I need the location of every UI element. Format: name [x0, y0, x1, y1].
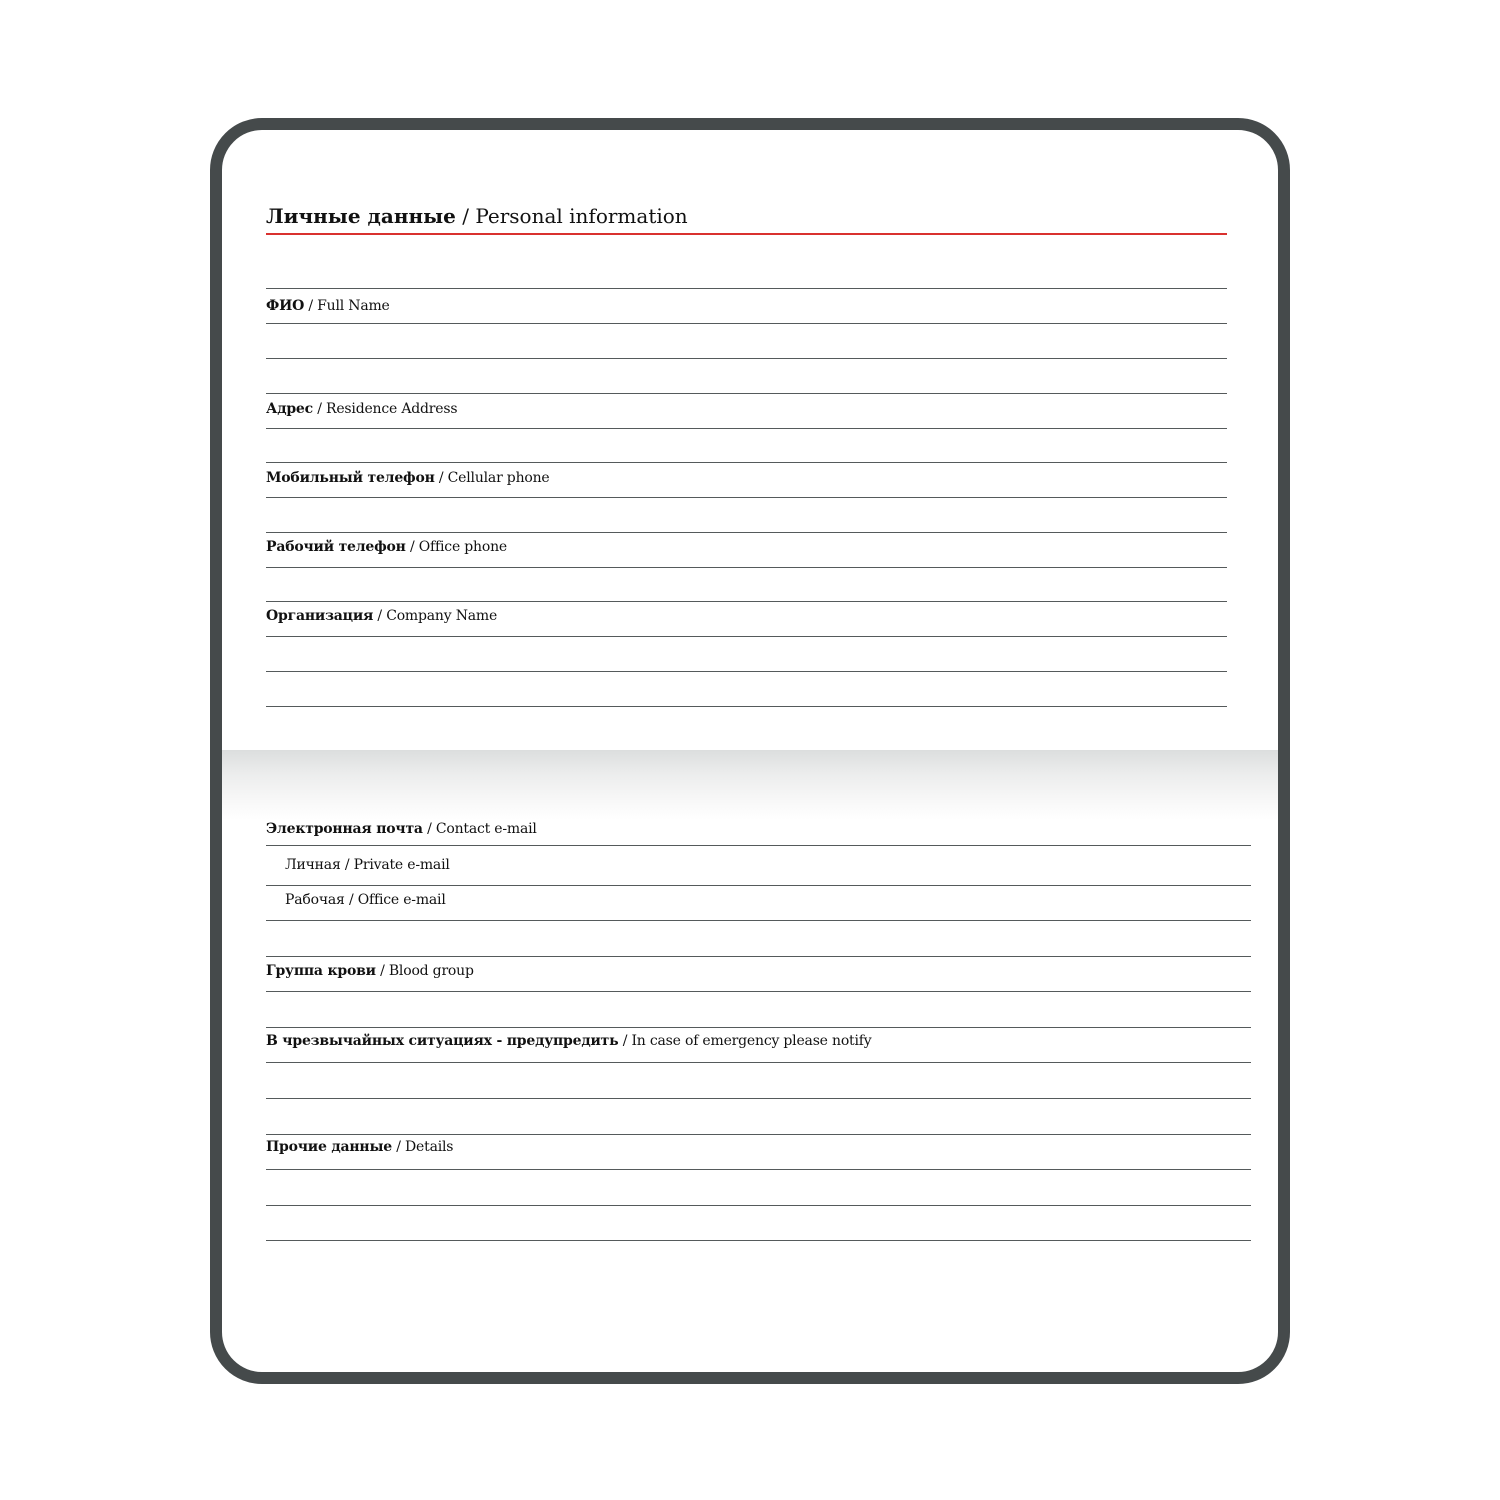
writing-line[interactable]	[266, 462, 1227, 463]
title-underline	[266, 233, 1227, 235]
office-email-label: Рабочая / Office e-mail	[285, 892, 446, 908]
company-line[interactable]	[266, 636, 1227, 637]
company-label: Организация / Company Name	[266, 608, 498, 624]
page-title	[266, 204, 688, 228]
email-label: Электронная почта / Contact e-mail	[266, 821, 537, 837]
writing-line[interactable]	[266, 706, 1227, 707]
blood-group-label: Группа крови / Blood group	[266, 963, 474, 979]
spine-shadow	[222, 750, 1278, 820]
writing-line[interactable]	[266, 671, 1227, 672]
full-name-line[interactable]	[266, 323, 1227, 324]
emergency-contact-line[interactable]	[266, 1062, 1251, 1063]
writing-line[interactable]	[266, 1098, 1251, 1099]
writing-line[interactable]	[266, 532, 1227, 533]
details-line[interactable]	[266, 1169, 1251, 1170]
writing-line[interactable]	[266, 601, 1227, 602]
address-label: Адрес / Residence Address	[266, 401, 458, 417]
full-name-label: ФИО / Full Name	[266, 298, 390, 314]
private-email-label: Личная / Private e-mail	[285, 857, 450, 873]
details-label: Прочие данные / Details	[266, 1139, 454, 1155]
office-phone-label: Рабочий телефон / Office phone	[266, 539, 507, 555]
email-line[interactable]	[266, 845, 1251, 846]
writing-line[interactable]	[266, 956, 1251, 957]
writing-line	[266, 288, 1227, 289]
writing-line[interactable]	[266, 1134, 1251, 1135]
mobile-phone-label: Мобильный телефон / Cellular phone	[266, 470, 550, 486]
writing-line[interactable]	[266, 393, 1227, 394]
private-email-line[interactable]	[266, 885, 1251, 886]
notebook-frame	[210, 118, 1290, 1384]
emergency-contact-label: В чрезвычайных ситуациях - предупредить / In case of emergency please notify	[266, 1033, 872, 1049]
office-email-line[interactable]	[266, 920, 1251, 921]
office-phone-line[interactable]	[266, 567, 1227, 568]
address-line[interactable]	[266, 428, 1227, 429]
mobile-phone-line[interactable]	[266, 497, 1227, 498]
writing-line[interactable]	[266, 1240, 1251, 1241]
writing-line[interactable]	[266, 358, 1227, 359]
writing-line[interactable]	[266, 1027, 1251, 1028]
title-en: / Personal information	[462, 204, 688, 228]
writing-line[interactable]	[266, 1205, 1251, 1206]
blood-group-line[interactable]	[266, 991, 1251, 992]
title-ru: Личные данные	[266, 204, 456, 228]
